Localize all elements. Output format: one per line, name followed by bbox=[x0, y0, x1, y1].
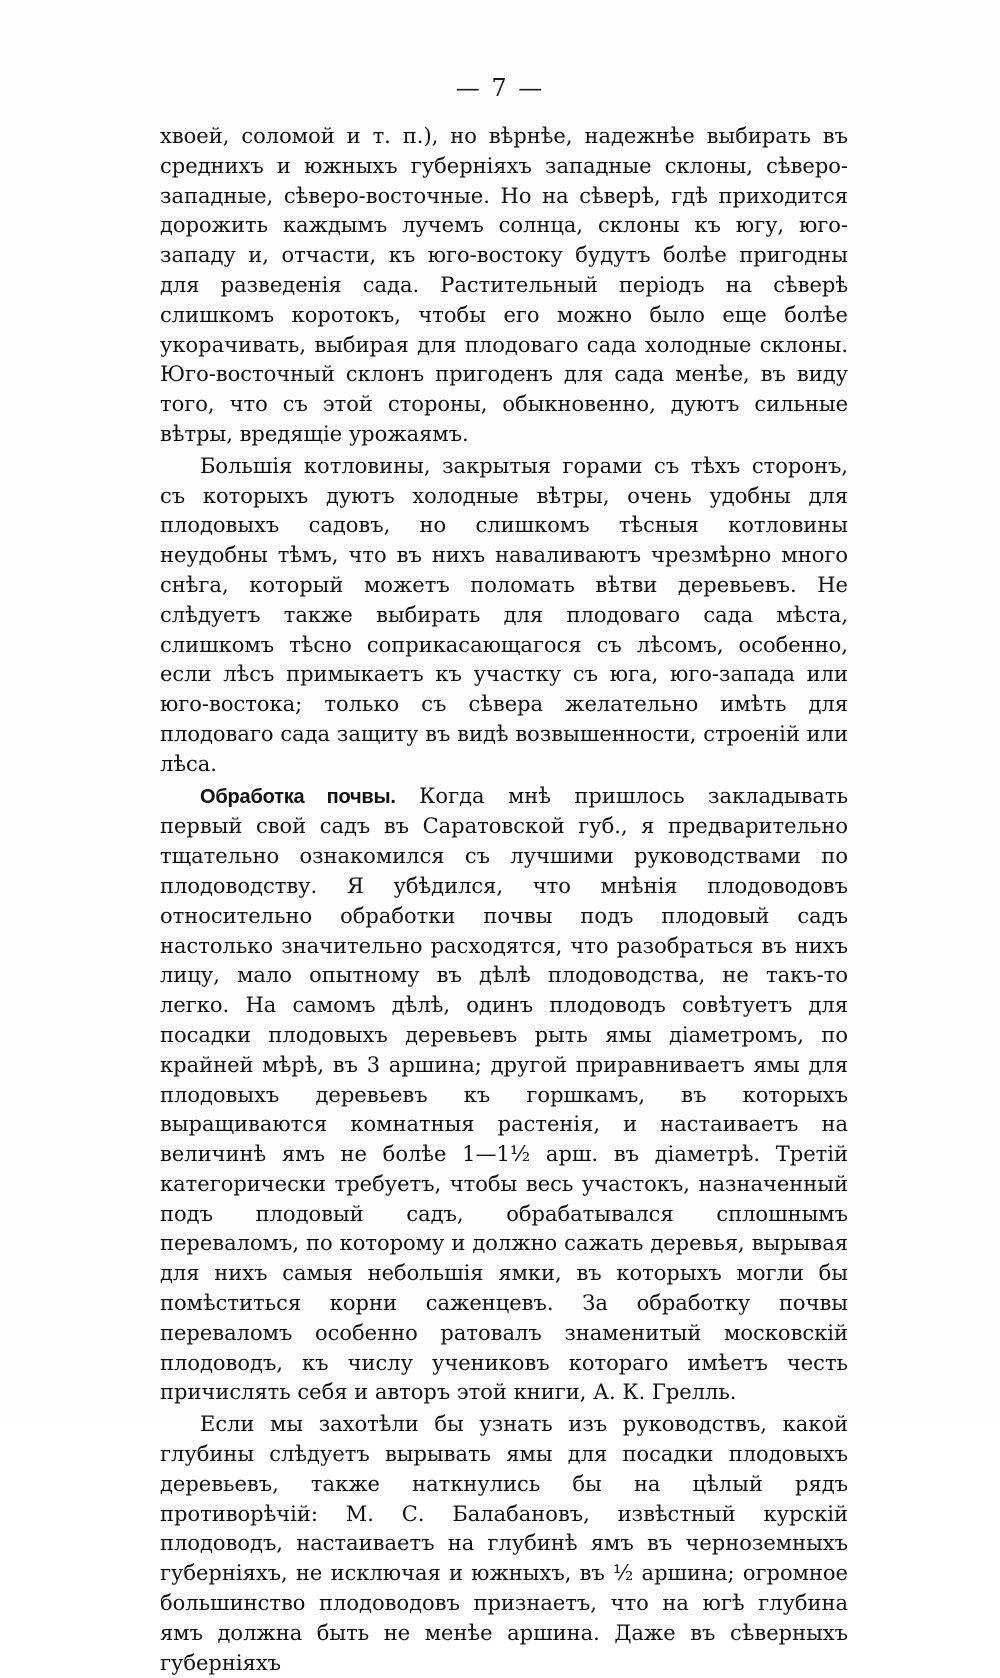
body-text bbox=[160, 122, 848, 1678]
page-number: — 7 — bbox=[455, 74, 545, 102]
paragraph-valleys: Большія котловины, закрытыя горами съ тѣхъ сторонъ, съ которыхъ дуютъ холодные вѣтры, очень удобны для плодовыхъ садовъ, но слишкомъ тѣсныя котловины неудобны тѣмъ, что въ нихъ наваливаютъ чрезмѣрно много снѣга, который можетъ поломать вѣтви деревьевъ. Не слѣдуетъ также выбирать для плодоваго сада мѣста, слишкомъ тѣсно соприкасающагося съ лѣсомъ, особенно, если лѣсъ примыкаетъ къ участку съ юга, юго-запада или юго-востока; только съ сѣвера желательно имѣть для плодоваго сада защиту въ видѣ возвышенности, строеній или лѣса. bbox=[160, 453, 848, 776]
paragraph-slope-selection: хвоей, соломой и т. п.), но вѣрнѣе, надежнѣе выбирать въ среднихъ и южныхъ губерніяхъ западные склоны, сѣверо-западные, сѣверо-восточные. Но на сѣверѣ, гдѣ приходится дорожить каждымъ лучемъ солнца, склоны къ югу, юго-западу и, отчасти, къ юго-востоку будутъ болѣе пригодны для разведенія сада. Растительный періодъ на сѣверѣ слишкомъ коротокъ, чтобы его можно было еще болѣе укорачивать, выбирая для плодоваго сада холодные склоны. Юго-восточный склонъ пригоденъ для сада менѣе, въ виду того, что съ этой стороны, обыкновенно, дуютъ сильные вѣтры, вредящіе урожаямъ. bbox=[160, 124, 848, 446]
paragraph-soil-cultivation-text: Когда мнѣ пришлось закладывать первый свой садъ въ Саратовской губ., я предварительно тщательно ознакомился съ лучшими руководствами по плодоводству. Я убѣдился, что мнѣнія плодоводовъ относительно обработки почвы подъ плодовый садъ настолько значительно расходятся, что разобраться въ нихъ лицу, мало опытному въ дѣлѣ плодоводства, не такъ-то легко. На самомъ дѣлѣ, одинъ плодоводъ совѣтуетъ для посадки плодовыхъ деревьевъ рыть ямы діаметромъ, по крайней мѣрѣ, въ 3 аршина; другой приравниваетъ ямы для плодовыхъ деревьевъ къ горшкамъ, въ которыхъ выращиваются комнатныя растенія, и настаиваетъ на величинѣ ямъ не болѣе 1—1½ арш. въ діаметрѣ. Третій категорически требуетъ, чтобы весь участокъ, назначенный подъ плодовый садъ, обрабатывался сплошнымъ переваломъ, по которому и должно сажать деревья, вырывая для нихъ самыя небольшія ямки, въ которыхъ могли бы помѣститься корни саженцевъ. За обработку почвы переваломъ особенно ратовалъ знаменитый московскій плодоводъ, къ числу учениковъ котораго имѣетъ честь причислять себя и авторъ этой книги, А. К. Грелль. bbox=[160, 783, 848, 1405]
section-heading-soil-cultivation: Обработка почвы. bbox=[200, 785, 396, 808]
paragraph-pit-depth: Если мы захотѣли бы узнать изъ руководствъ, какой глубины слѣдуетъ вырывать ямы для посадки плодовыхъ деревьевъ, также наткнулись бы на цѣлый рядъ противорѣчій: М. С. Балабановъ, извѣстный курскій плодоводъ, настаиваетъ на глубинѣ ямъ въ черноземныхъ губерніяхъ, не исключая и южныхъ, въ ½ аршина; огромное большинство плодоводовъ признаетъ, что на югѣ глубина ямъ должна быть не менѣе аршина. Даже въ сѣверныхъ губерніяхъ bbox=[160, 1412, 848, 1675]
paragraph-soil-cultivation bbox=[160, 782, 848, 1409]
